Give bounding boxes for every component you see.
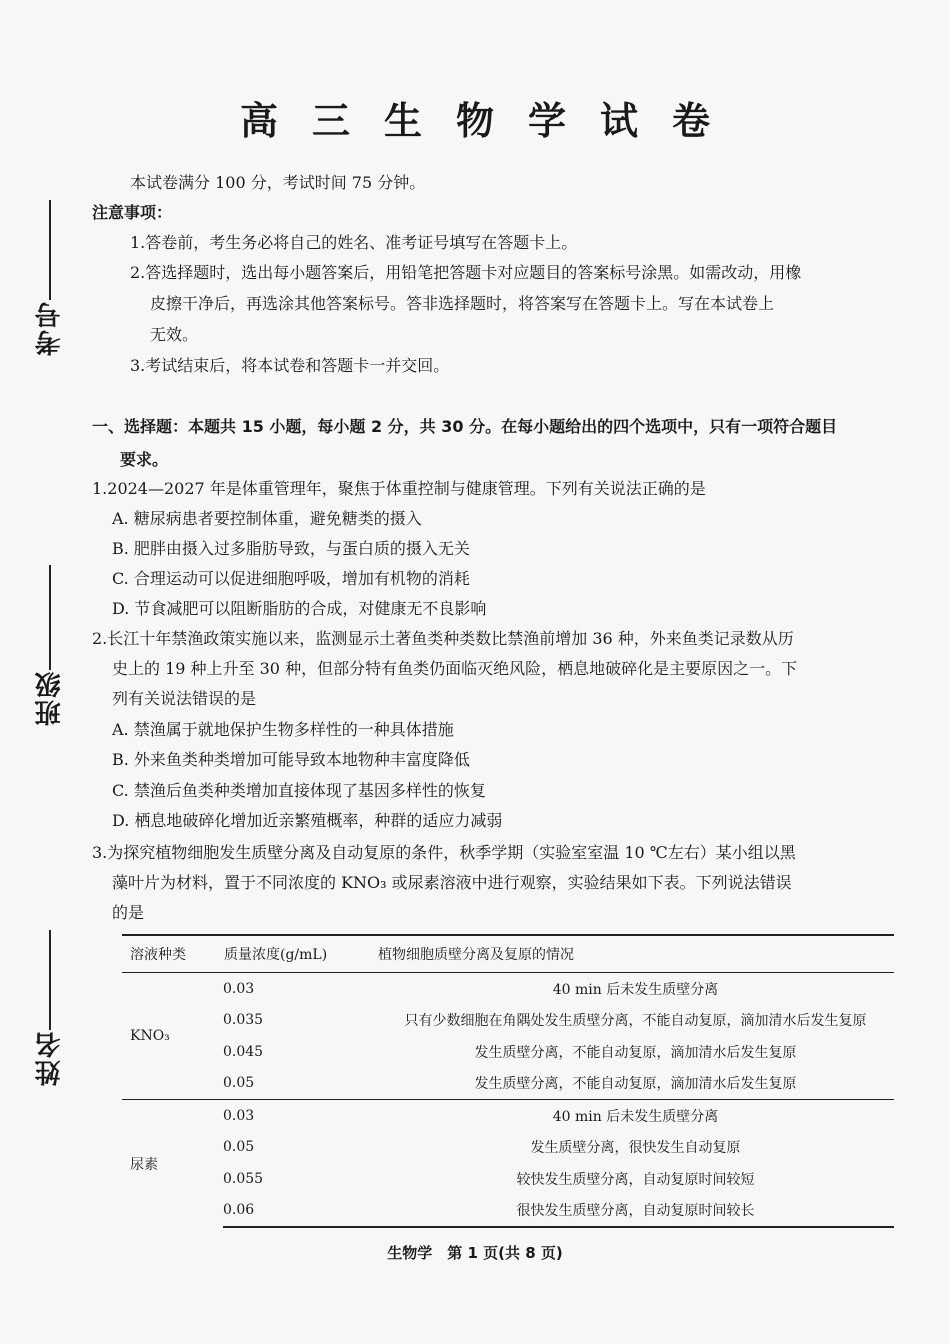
- question-1-option-b: B. 肥胖由摄入过多脂肪导致，与蛋白质的摄入无关: [112, 539, 470, 558]
- table-row: [122, 1132, 894, 1164]
- table-row: [122, 1100, 894, 1132]
- concentration-cell: 0.045: [223, 1043, 264, 1060]
- page-footer: 生物学 第 1 页(共 8 页): [387, 1244, 563, 1262]
- notes-heading: 注意事项：: [92, 203, 173, 222]
- note-item: 皮擦干净后，再选涂其他答案标号。答非选择题时，将答案写在答题卡上。写在本试卷上: [150, 294, 775, 313]
- header-concentration: 质量浓度(g/mL): [223, 935, 377, 973]
- result-cell: 40 min 后未发生质壁分离: [377, 973, 894, 1005]
- class-blank-line: [49, 565, 51, 670]
- result-cell: 很快发生质壁分离，自动复原时间较长: [377, 1195, 894, 1228]
- note-item: 1.答卷前，考生务必将自己的姓名、准考证号填写在答题卡上。: [130, 233, 578, 252]
- question-2-option-d: D. 栖息地破碎化增加近亲繁殖概率，种群的适应力减弱: [112, 811, 503, 830]
- question-1-stem: 1.2024—2027 年是体重管理年，聚焦于体重控制与健康管理。下列有关说法正确的是: [92, 479, 706, 498]
- header-solution-type: 溶液种类: [122, 935, 223, 973]
- concentration-cell: 0.05: [223, 1075, 255, 1092]
- result-cell: 只有少数细胞在角隅处发生质壁分离，不能自动复原，滴加清水后发生复原: [404, 1013, 867, 1030]
- table-row: [122, 973, 894, 1005]
- table-row: [122, 1195, 894, 1228]
- class-label: 班级: [35, 670, 65, 726]
- table-row: [122, 1068, 894, 1100]
- note-item: 2.答选择题时，选出每小题答案后，用铅笔把答题卡对应题目的答案标号涂黑。如需改动，用橡: [130, 263, 802, 282]
- exam-number-label: 考号: [35, 300, 65, 356]
- note-item: 无效。: [150, 325, 199, 344]
- header-result: 植物细胞质壁分离及复原的情况: [377, 935, 894, 973]
- table-row: [122, 1036, 894, 1068]
- question-1-option-a: A. 糖尿病患者要控制体重，避免糖类的摄入: [112, 509, 422, 528]
- question-1-option-d: D. 节食减肥可以阻断脂肪的合成，对健康无不良影响: [112, 599, 487, 618]
- solution-kno3: KNO₃: [122, 973, 223, 1100]
- exam-number-blank-line: [49, 200, 51, 300]
- note-item: 3.考试结束后，将本试卷和答题卡一并交回。: [130, 356, 450, 375]
- result-cell: 40 min 后未发生质壁分离: [377, 1100, 894, 1132]
- question-2-stem-line: 列有关说法错误的是: [112, 689, 257, 708]
- question-2-stem: 2.长江十年禁渔政策实施以来，监测显示土著鱼类种类数比禁渔前增加 36 种，外来鱼类记录数从历: [92, 629, 794, 648]
- concentration-cell: 0.055: [223, 1170, 264, 1187]
- question-1-option-c: C. 合理运动可以促进细胞呼吸，增加有机物的消耗: [112, 569, 470, 588]
- concentration-cell: 0.03: [223, 1100, 377, 1132]
- result-cell: 较快发生质壁分离，自动复原时间较短: [516, 1171, 755, 1188]
- result-cell: 发生质壁分离，不能自动复原，滴加清水后发生复原: [474, 1044, 797, 1061]
- result-cell: 发生质壁分离，很快发生自动复原: [530, 1140, 741, 1157]
- result-cell: 发生质壁分离，不能自动复原，滴加清水后发生复原: [474, 1076, 797, 1093]
- experiment-table: [122, 934, 894, 1228]
- question-2-option-b: B. 外来鱼类种类增加可能导致本地物种丰富度降低: [112, 750, 470, 769]
- exam-intro: 本试卷满分 100 分，考试时间 75 分钟。: [130, 173, 426, 192]
- table-row: [122, 1005, 894, 1037]
- concentration-cell: 0.03: [223, 973, 377, 1005]
- concentration-cell: 0.06: [223, 1195, 377, 1228]
- question-2-option-a: A. 禁渔属于就地保护生物多样性的一种具体措施: [112, 720, 454, 739]
- table-row: [122, 1163, 894, 1195]
- question-2-stem-line: 史上的 19 种上升至 30 种，但部分特有鱼类仍面临灭绝风险，栖息地破碎化是主要原因之一。下: [112, 659, 798, 678]
- section-heading-cont: 要求。: [120, 450, 169, 469]
- name-field: [30, 930, 70, 1086]
- name-blank-line: [49, 930, 51, 1030]
- question-3-stem: 3.为探究植物细胞发生质壁分离及自动复原的条件，秋季学期（实验室室温 10 ℃左右）某小组以黑: [92, 843, 796, 862]
- question-3-stem-line: 藻叶片为材料，置于不同浓度的 KNO₃ 或尿素溶液中进行观察，实验结果如下表。下列说法错误: [112, 873, 792, 892]
- question-2-option-c: C. 禁渔后鱼类种类增加直接体现了基因多样性的恢复: [112, 781, 486, 800]
- concentration-cell: 0.035: [223, 1012, 264, 1029]
- solution-urea: 尿素: [122, 1100, 223, 1228]
- question-3-stem-line: 的是: [112, 903, 145, 922]
- name-label: 姓名: [35, 1030, 65, 1086]
- class-field: [30, 565, 70, 726]
- table-header-row: [122, 935, 894, 973]
- section-heading: 一、选择题：本题共 15 小题，每小题 2 分，共 30 分。在每小题给出的四个选项中，只有一项符合题目: [92, 417, 838, 436]
- exam-title: 高三生物学试卷: [239, 99, 744, 143]
- concentration-cell: 0.05: [223, 1139, 255, 1156]
- exam-number-field: [30, 200, 70, 356]
